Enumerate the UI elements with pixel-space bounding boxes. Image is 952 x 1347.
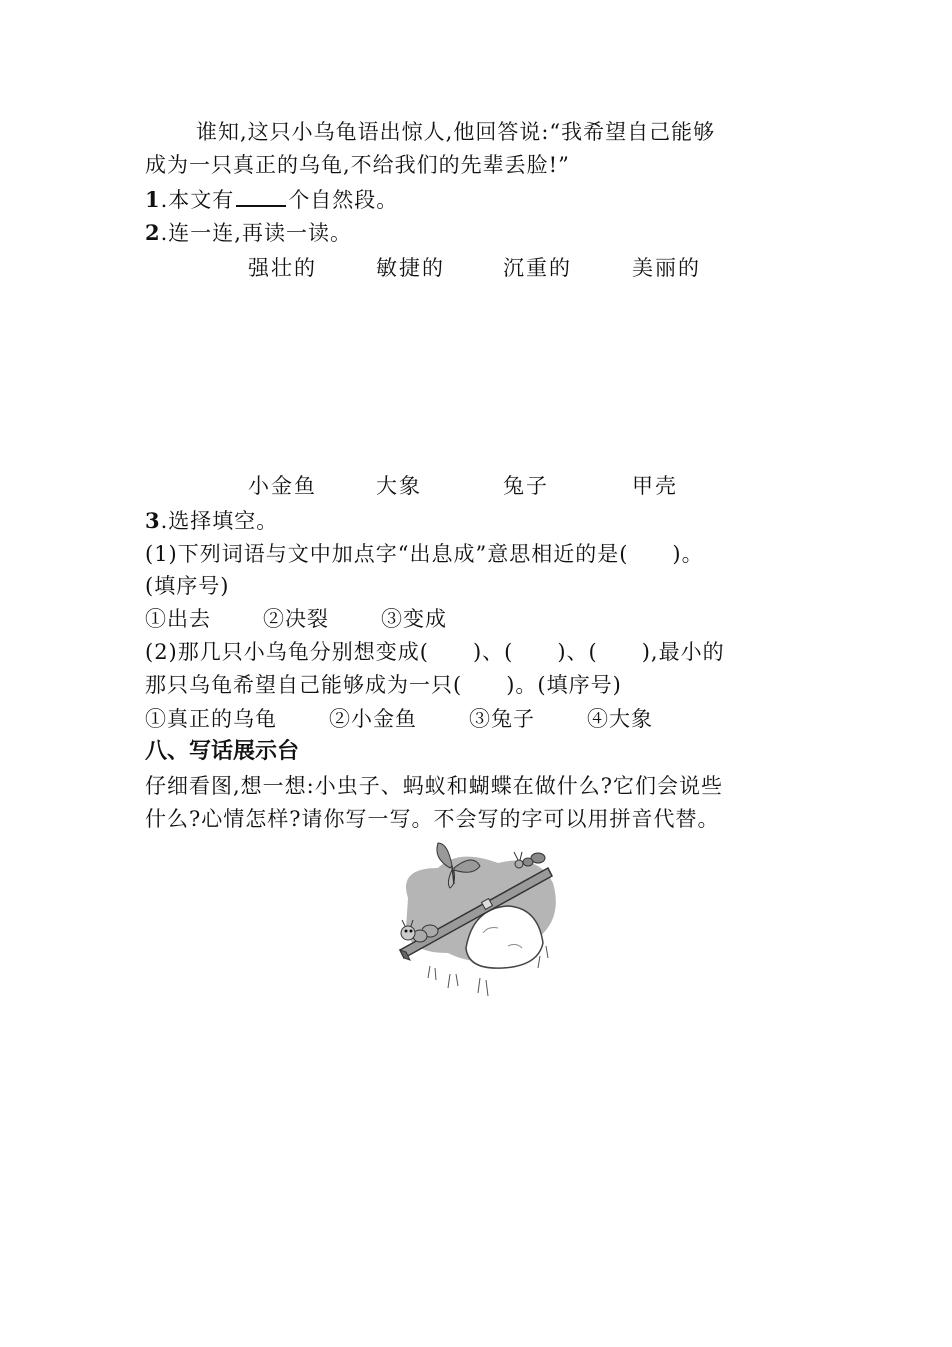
word-qiangzhuang[interactable]: 强壮的 [248, 256, 317, 280]
question-2-number: 2 [145, 220, 161, 245]
option-3: ③变成 [381, 607, 447, 631]
seesaw-illustration [388, 838, 568, 1008]
word-jiake[interactable]: 甲壳 [632, 474, 678, 498]
section-8-prompt-line-2: 什么?心情怎样?请你写一写。不会写的字可以用拼音代替。 [145, 807, 720, 831]
section-8-prompt-line-1: 仔细看图,想一想:小虫子、蚂蚁和蝴蝶在做什么?它们会说些 [145, 774, 724, 798]
option-2: ②决裂 [263, 607, 329, 631]
question-1-text: .本文有 [160, 188, 235, 212]
question-1-number: 1 [145, 187, 161, 212]
passage-line-2: 成为一只真正的乌龟,不给我们的先辈丢脸!” [145, 153, 570, 177]
word-daxiang[interactable]: 大象 [376, 474, 422, 498]
ant [514, 852, 545, 868]
question-2-text: .连一连,再读一读。 [160, 221, 352, 245]
answer-blank[interactable] [236, 185, 286, 207]
word-minjie[interactable]: 敏捷的 [376, 256, 445, 280]
option-1: ①真正的乌龟 [145, 707, 277, 731]
word-chenzhong[interactable]: 沉重的 [503, 256, 572, 280]
question-1 [145, 185, 398, 215]
word-tuzi[interactable]: 兔子 [503, 474, 549, 498]
word-xiaojinyu[interactable]: 小金鱼 [248, 474, 317, 498]
passage-line-1: 谁知,这只小乌龟语出惊人,他回答说:“我希望自己能够 [196, 120, 716, 144]
option-1: ①出去 [145, 607, 211, 631]
question-3-2-options [145, 704, 653, 734]
seesaw-illustration-svg [388, 838, 568, 1008]
option-2: ②小金鱼 [329, 707, 417, 731]
question-2 [145, 218, 352, 248]
question-1-text-after: 个自然段。 [288, 188, 399, 212]
word-meili[interactable]: 美丽的 [632, 256, 701, 280]
question-3-2-line-2: 那只乌龟希望自己能够成为一只( )。(填序号) [145, 673, 622, 697]
question-3-2-line-1: (2)那几只小乌龟分别想变成( )、( )、( ),最小的 [145, 640, 725, 664]
question-3-1-line-2: (填序号) [145, 574, 230, 598]
question-3-number: 3 [145, 508, 161, 533]
section-8-title: 八、写话展示台 [145, 739, 300, 764]
option-4: ④大象 [587, 707, 653, 731]
question-3-1-line-1: (1)下列词语与文中加点字“出息成”意思相近的是( )。 [145, 542, 704, 566]
option-3: ③兔子 [469, 707, 535, 731]
question-3-1-options [145, 604, 447, 634]
question-3-text: .选择填空。 [160, 509, 279, 533]
question-3 [145, 506, 278, 536]
